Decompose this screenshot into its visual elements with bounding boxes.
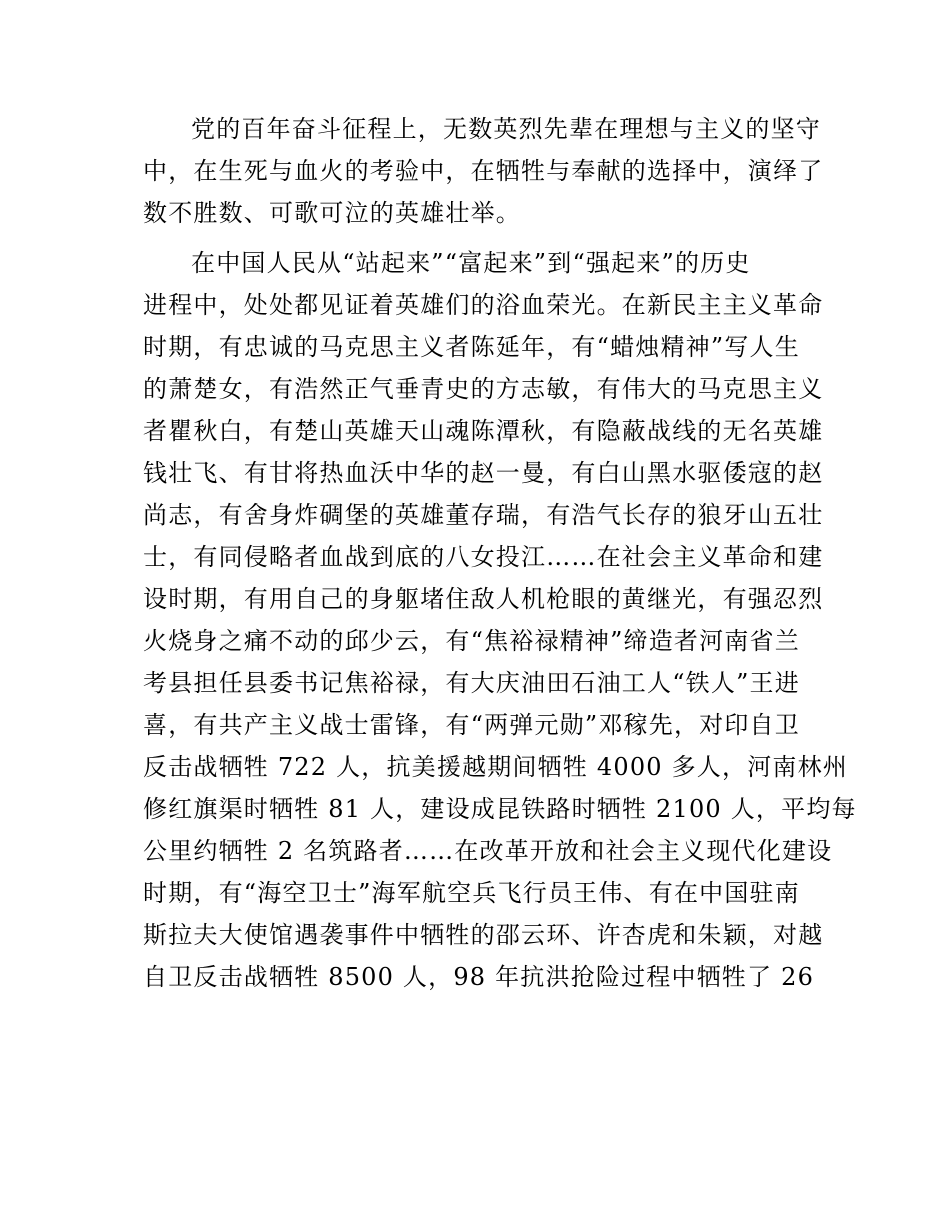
paragraph-2-line-13: 反击战牺牲 722 人，抗美援越期间牺牲 4000 多人，河南林州 [143, 753, 849, 781]
paragraph-2-line-17: 斯拉夫大使馆遇袭事件中牺牲的邵云环、许杏虎和朱颖，对越 [143, 921, 824, 949]
paragraph-2-line-5: 者瞿秋白，有楚山英雄天山魂陈潭秋，有隐蔽战线的无名英雄 [143, 417, 824, 445]
paragraph-2-line-9: 设时期，有用自己的身躯堵住敌人机枪眼的黄继光，有强忍烈 [143, 585, 824, 613]
paragraph-2 [143, 242, 857, 998]
paragraph-2-line-8: 士，有同侵略者血战到底的八女投江……在社会主义革命和建 [143, 543, 824, 571]
paragraph-2-line-11: 考县担任县委书记焦裕禄，有大庆油田石油工人“铁人”王进 [143, 669, 800, 697]
paragraph-2-line-6: 钱壮飞、有甘将热血沃中华的赵一曼，有白山黑水驱倭寇的赵 [143, 459, 824, 487]
paragraph-2-line-4: 的萧楚女，有浩然正气垂青史的方志敏，有伟大的马克思主义 [143, 375, 824, 403]
paragraph-2-line-14: 修红旗渠时牺牲 81 人，建设成昆铁路时牺牲 2100 人，平均每 [143, 795, 857, 823]
paragraph-2-line-2: 进程中，处处都见证着英雄们的浴血荣光。在新民主主义革命 [143, 291, 824, 319]
paragraph-1 [143, 108, 824, 234]
paragraph-2-line-12: 喜，有共产主义战士雷锋，有“两弹元勋”邓稼先，对印自卫 [143, 711, 800, 739]
paragraph-2-line-10: 火烧身之痛不动的邱少云，有“焦裕禄精神”缔造者河南省兰 [143, 627, 800, 655]
document-body [143, 108, 857, 998]
paragraph-2-line-3: 时期，有忠诚的马克思主义者陈延年，有“蜡烛精神”写人生 [143, 333, 800, 361]
paragraph-1-line-3: 数不胜数、可歌可泣的英雄壮举。 [143, 199, 521, 227]
paragraph-2-line-15: 公里约牺牲 2 名筑路者……在改革开放和社会主义现代化建设 [143, 837, 833, 865]
paragraph-2-line-1: 在中国人民从“站起来”“富起来”到“强起来”的历史 [191, 249, 751, 277]
paragraph-1-line-1: 党的百年奋斗征程上，无数英烈先辈在理想与主义的坚守 [191, 115, 821, 143]
paragraph-2-line-18: 自卫反击战牺牲 8500 人，98 年抗洪抢险过程中牺牲了 26 [143, 963, 815, 991]
paragraph-2-line-16: 时期，有“海空卫士”海军航空兵飞行员王伟、有在中国驻南 [143, 879, 800, 907]
paragraph-2-line-7: 尚志，有舍身炸碉堡的英雄董存瑞，有浩气长存的狼牙山五壮 [143, 501, 824, 529]
paragraph-1-line-2: 中，在生死与血火的考验中，在牺牲与奉献的选择中，演绎了 [143, 157, 824, 185]
